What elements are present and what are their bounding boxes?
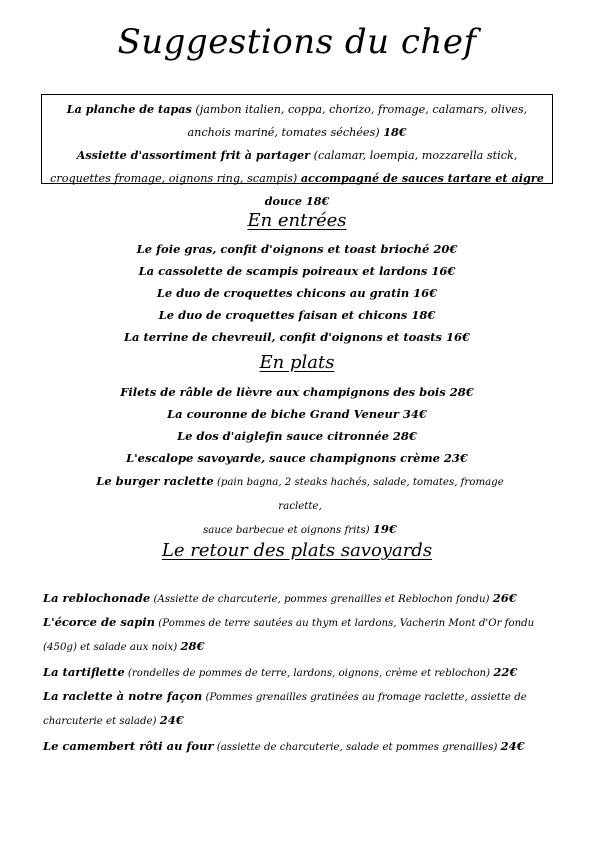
plats-list <box>0 381 594 469</box>
item-desc: (assiette de charcuterie, salade et pommes grenailles) <box>213 742 501 753</box>
item-desc: (Pommes grenailles gratinées au fromage raclette, assiette de charcuterie et salade) <box>43 692 527 727</box>
tapas-name: La planche de tapas <box>66 102 192 116</box>
tapas-price: 18€ <box>383 125 407 139</box>
entree-item: Le foie gras, confit d'oignons et toast brioché 20€ <box>136 242 458 256</box>
savoyards-title: Le retour des plats savoyards <box>161 540 433 561</box>
page-title: Suggestions du chef <box>117 22 477 62</box>
item-price: 26€ <box>492 591 517 605</box>
burger-name: Le burger raclette <box>96 474 214 488</box>
item-desc: (rondelles de pommes de terre, lardons, oignons, crème et reblochon) <box>124 668 494 679</box>
burger-item <box>80 470 520 542</box>
item-price: 24€ <box>500 739 525 753</box>
savoyard-item <box>43 735 553 759</box>
item-desc: (Assiette de charcuterie, pommes grenailles et Reblochon fondu) <box>150 594 493 605</box>
burger-desc-1: (pain bagna, 2 steaks hachés, salade, tomates, fromage raclette, <box>213 477 504 512</box>
entrees-title: En entrées <box>247 210 347 231</box>
burger-desc-2: sauce barbecue et oignons frits) <box>203 525 373 536</box>
item-name: La reblochonade <box>43 591 151 605</box>
item-name: Le camembert rôti au four <box>43 739 214 753</box>
entree-item: La cassolette de scampis poireaux et lardons 16€ <box>138 264 456 278</box>
plat-item: Le dos d'aiglefin sauce citronnée 28€ <box>177 429 417 443</box>
plat-item: Filets de râble de lièvre aux champignons des bois 28€ <box>120 385 474 399</box>
plat-item: L'escalope savoyarde, sauce champignons crème 23€ <box>126 451 468 465</box>
tapas-desc: (jambon italien, coppa, chorizo, fromage, calamars, olives, anchois mariné, tomates séchées) <box>187 103 528 139</box>
savoyard-item <box>43 611 553 659</box>
savoyard-item <box>43 661 553 685</box>
item-name: La tartiflette <box>43 665 125 679</box>
plats-title: En plats <box>259 352 335 373</box>
plat-item: La couronne de biche Grand Veneur 34€ <box>167 407 427 421</box>
frit-desc: (calamar, loempia, mozzarella stick, croquettes fromage, oignons ring, scampis) <box>50 149 518 185</box>
item-desc: (Pommes de terre sautées au thym et lardons, Vacherin Mont d'Or fondu (450g) et salade aux noix) <box>43 618 535 653</box>
item-price: 24€ <box>159 713 184 727</box>
entree-item: La terrine de chevreuil, confit d'oignons et toasts 16€ <box>123 330 471 344</box>
item-name: La raclette à notre façon <box>43 689 203 703</box>
burger-price: 19€ <box>372 522 397 536</box>
frit-name: Assiette d'assortiment frit à partager <box>76 148 311 162</box>
savoyard-item <box>43 685 553 733</box>
sharing-box <box>41 94 553 208</box>
savoyard-item <box>43 587 553 611</box>
item-price: 28€ <box>180 639 205 653</box>
item-price: 22€ <box>493 665 518 679</box>
savoyards-list <box>43 587 553 759</box>
entree-item: Le duo de croquettes faisan et chicons 18€ <box>158 308 436 322</box>
entree-item: Le duo de croquettes chicons au gratin 16€ <box>156 286 438 300</box>
item-name: L'écorce de sapin <box>43 615 156 629</box>
frit-tail: accompagné de sauces tartare et aigre douce 18€ <box>264 171 544 208</box>
entrees-list <box>0 238 594 348</box>
